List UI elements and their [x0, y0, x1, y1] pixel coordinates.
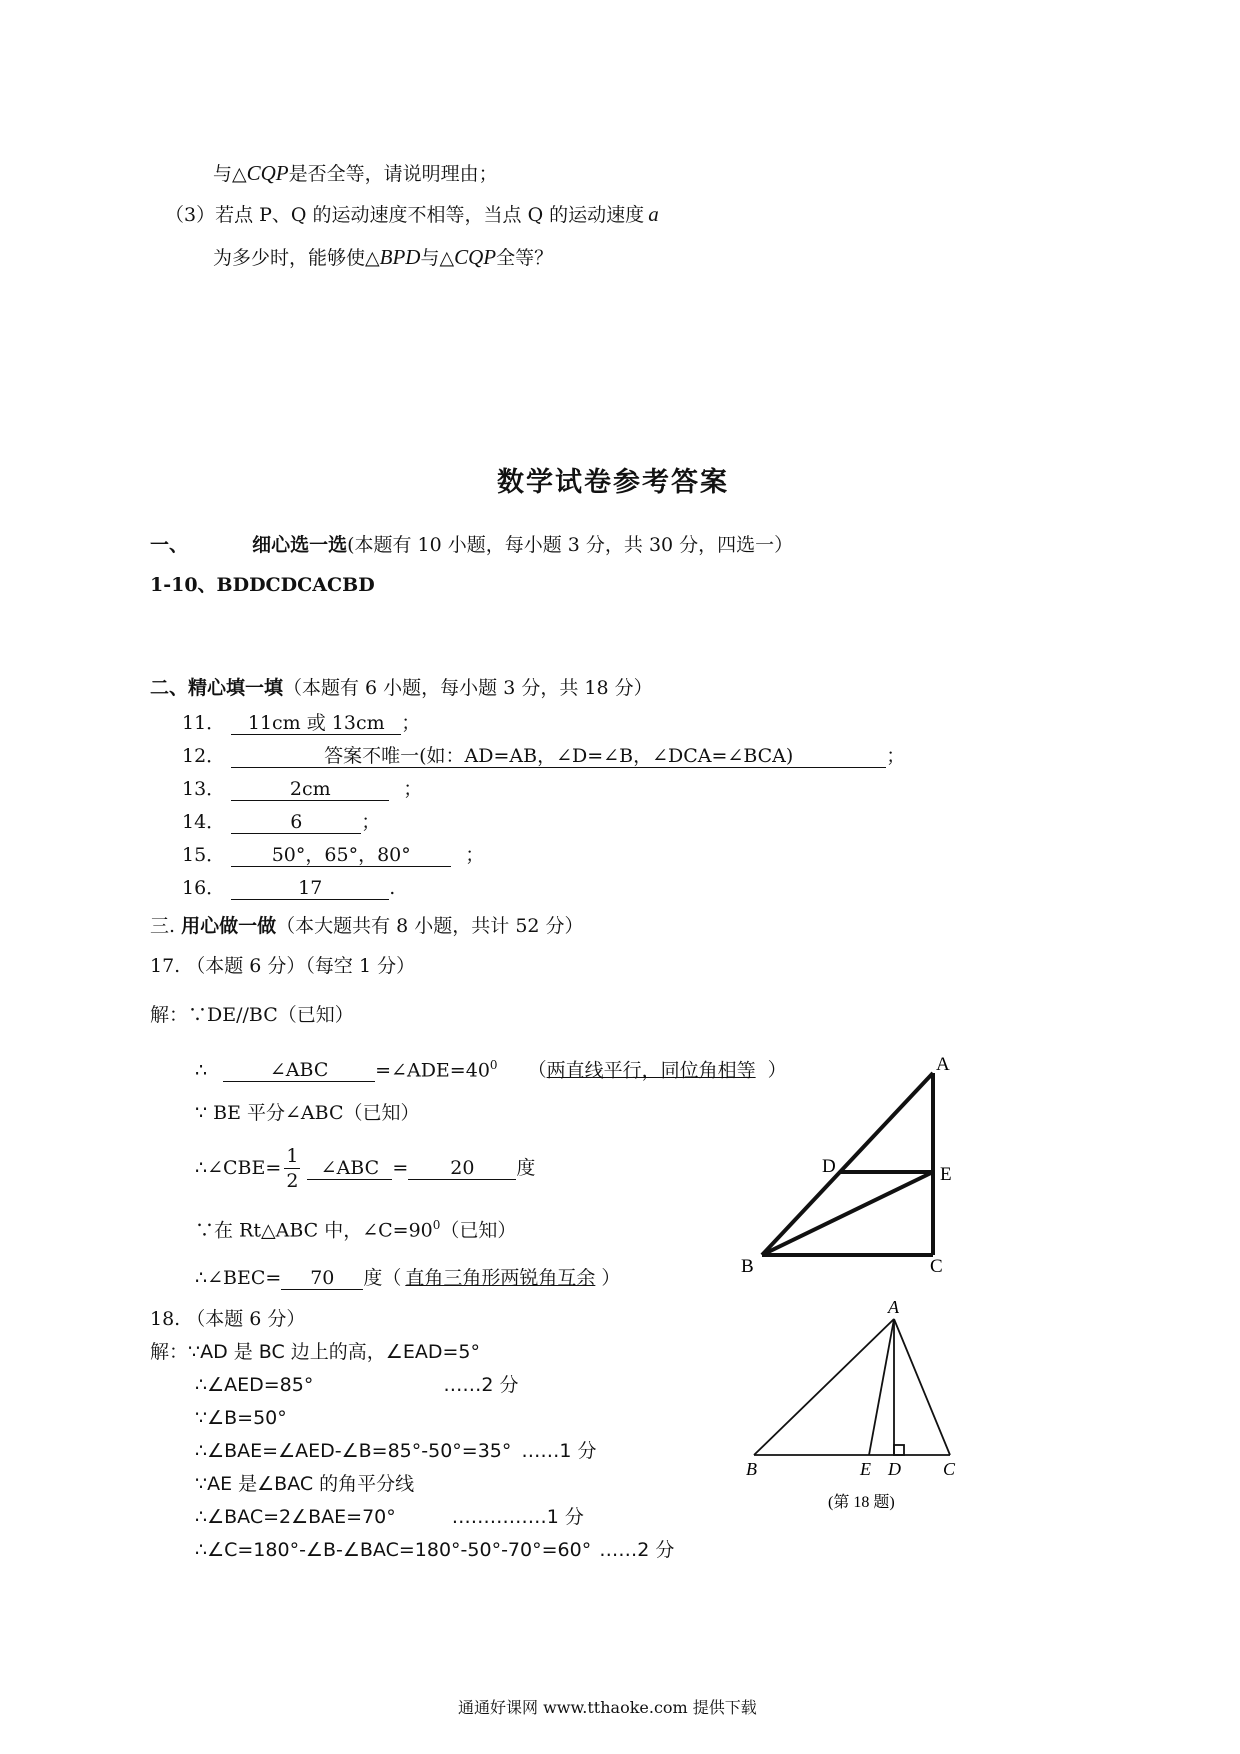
answer-blank: 2cm	[231, 778, 389, 801]
segment-ac	[894, 1319, 950, 1455]
q17-line-5	[195, 1212, 516, 1243]
q17-line-1: 解：∵DE//BC（已知）	[150, 1004, 354, 1026]
q18-line-4	[195, 1438, 597, 1464]
section-number: 三.	[150, 915, 176, 937]
answer-blank: 11cm 或 13cm	[231, 712, 401, 735]
page-footer: 通通好课网 www.tthaoke.com 提供下载	[458, 1698, 757, 1717]
label-d: D	[888, 1459, 901, 1479]
section-1-answers: 1-10、BDDCDCACBD	[150, 574, 375, 596]
reason-blank: 两直线平行，同位角相等	[546, 1059, 756, 1082]
page-title: 数学试卷参考答案	[497, 467, 729, 498]
segment-be	[762, 1172, 933, 1255]
math-var: CQP	[454, 245, 497, 269]
text: ∵在 Rt△ABC 中，∠C=90	[195, 1219, 433, 1242]
text: ∴∠BEC=	[195, 1267, 282, 1289]
label-b: B	[741, 1256, 754, 1277]
text: （已知）	[440, 1219, 517, 1242]
item-number: 16．	[182, 877, 226, 899]
label-a: A	[888, 1297, 899, 1317]
text: ）	[601, 1267, 621, 1289]
reason-blank: 直角三角形两锐角互余	[405, 1267, 596, 1289]
item-end: ；	[886, 745, 906, 767]
text: 度（	[363, 1267, 402, 1289]
answer-blank: ∠ABC	[307, 1157, 392, 1180]
answer-blank: ∠ABC	[223, 1059, 375, 1082]
fill-item-13	[182, 776, 422, 802]
math-var: CQP	[246, 161, 289, 185]
fill-item-14	[182, 809, 380, 835]
prev-question-line-1	[213, 160, 498, 187]
section-heading: 用心做一做	[181, 915, 277, 937]
answer-blank: 6	[231, 811, 361, 834]
text: ∴∠BAE=∠AED-∠B=85°-50°=35°	[195, 1440, 512, 1462]
item-end: ；	[361, 811, 381, 833]
answer-blank: 答案不唯一(如：AD=AB，∠D=∠B，∠DCA=∠BCA)	[231, 745, 886, 768]
score: ……1 分	[521, 1440, 597, 1462]
label-e: E	[860, 1459, 871, 1479]
q18-figure	[740, 1295, 970, 1520]
prev-question-part-3	[165, 201, 659, 228]
text: 是否全等，请说明理由；	[288, 163, 498, 185]
degree-sup: 0	[489, 1058, 498, 1072]
fraction-denominator: 2	[286, 1169, 299, 1192]
score: ……2 分	[599, 1539, 675, 1561]
label-c: C	[930, 1256, 943, 1277]
text: 度	[516, 1157, 536, 1179]
q17-line-6	[195, 1265, 620, 1291]
figure-caption: (第 18 题)	[828, 1494, 895, 1511]
item-number: 12．	[182, 745, 226, 767]
fraction-one-half	[284, 1144, 300, 1193]
q18-line-1: 解：∵AD 是 BC 边上的高，∠EAD=5°	[150, 1341, 480, 1363]
item-end: .	[389, 877, 396, 899]
right-angle-mark	[894, 1445, 904, 1455]
q17-line-4	[195, 1138, 535, 1198]
degree-sup: 0	[432, 1218, 441, 1232]
score: ……………1 分	[451, 1506, 584, 1528]
answer-blank: 20	[408, 1157, 516, 1180]
fill-item-16	[182, 875, 395, 901]
text: ∴∠CBE=	[195, 1157, 282, 1179]
fraction-numerator: 1	[286, 1144, 299, 1167]
item-number: 15．	[182, 844, 226, 866]
item-number: 13．	[182, 778, 226, 800]
text: 与△	[420, 247, 455, 269]
text: ∴∠BAC=2∠BAE=70°	[195, 1506, 396, 1528]
label-a: A	[936, 1054, 950, 1075]
item-end: ；	[401, 712, 421, 734]
fill-item-15	[182, 842, 484, 868]
section-note: (本题有 10 小题，每小题 3 分，共 30 分，四选一）	[347, 534, 794, 556]
item-number: 14．	[182, 811, 226, 833]
text: =	[392, 1157, 409, 1179]
section-number: 一、	[150, 534, 189, 556]
item-end: ；	[465, 844, 485, 866]
text: =∠ADE=40	[375, 1059, 490, 1082]
text: ∴∠AED=85°	[195, 1374, 314, 1396]
answer-blank: 50°，65°，80°	[231, 844, 451, 867]
text: 与△	[213, 163, 247, 185]
label-e: E	[940, 1164, 952, 1185]
text: 全等？	[496, 247, 554, 269]
q18-line-7	[195, 1537, 674, 1563]
item-end: ；	[403, 778, 423, 800]
q18-line-6	[195, 1504, 584, 1530]
segment-ab	[762, 1073, 933, 1255]
answer-blank: 70	[281, 1267, 363, 1290]
section-note: （本题有 6 小题，每小题 3 分，共 18 分）	[283, 677, 653, 699]
q18-header: 18. （本题 6 分）	[150, 1308, 306, 1330]
q17-header: 17. （本题 6 分）（每空 1 分）	[150, 955, 416, 977]
math-var: BPD	[379, 245, 421, 269]
prev-question-part-3-line-2	[213, 244, 553, 271]
answer-blank: 17	[231, 877, 389, 900]
section-1-header	[150, 532, 793, 558]
fill-item-12	[182, 743, 905, 769]
section-note: （本大题共有 8 小题，共计 52 分）	[276, 915, 584, 937]
q18-line-3: ∵∠B=50°	[195, 1407, 287, 1429]
text: 为多少时，能够使△	[213, 247, 380, 269]
section-heading: 细心选一选	[252, 534, 348, 556]
q17-line-2: ∴ ∠ABC $=\angle ADE=40^0$ （两直线平行，同位角相等 ）	[195, 1058, 787, 1082]
section-3-header	[150, 913, 584, 939]
label-c: C	[943, 1459, 956, 1479]
q18-line-2	[195, 1372, 519, 1398]
section-2-header	[150, 675, 653, 701]
section-heading: 二、精心填一填	[150, 677, 284, 699]
fill-item-11	[182, 710, 420, 736]
q18-line-5: ∵AE 是∠BAC 的角平分线	[195, 1473, 415, 1495]
text: ∴∠C=180°-∠B-∠BAC=180°-50°-70°=60°	[195, 1539, 592, 1561]
therefore-symbol: ∴	[195, 1059, 208, 1082]
q17-line-3: ∵ BE 平分∠ABC（已知）	[195, 1102, 420, 1124]
text: （3）若点 P、Q 的运动速度不相等，当点 Q 的运动速度	[165, 204, 645, 226]
label-b: B	[746, 1459, 757, 1479]
item-number: 11．	[182, 712, 226, 734]
score: ……2 分	[443, 1374, 519, 1396]
q17-figure	[740, 1050, 970, 1280]
label-d: D	[822, 1156, 836, 1177]
math-var: a	[648, 202, 659, 226]
